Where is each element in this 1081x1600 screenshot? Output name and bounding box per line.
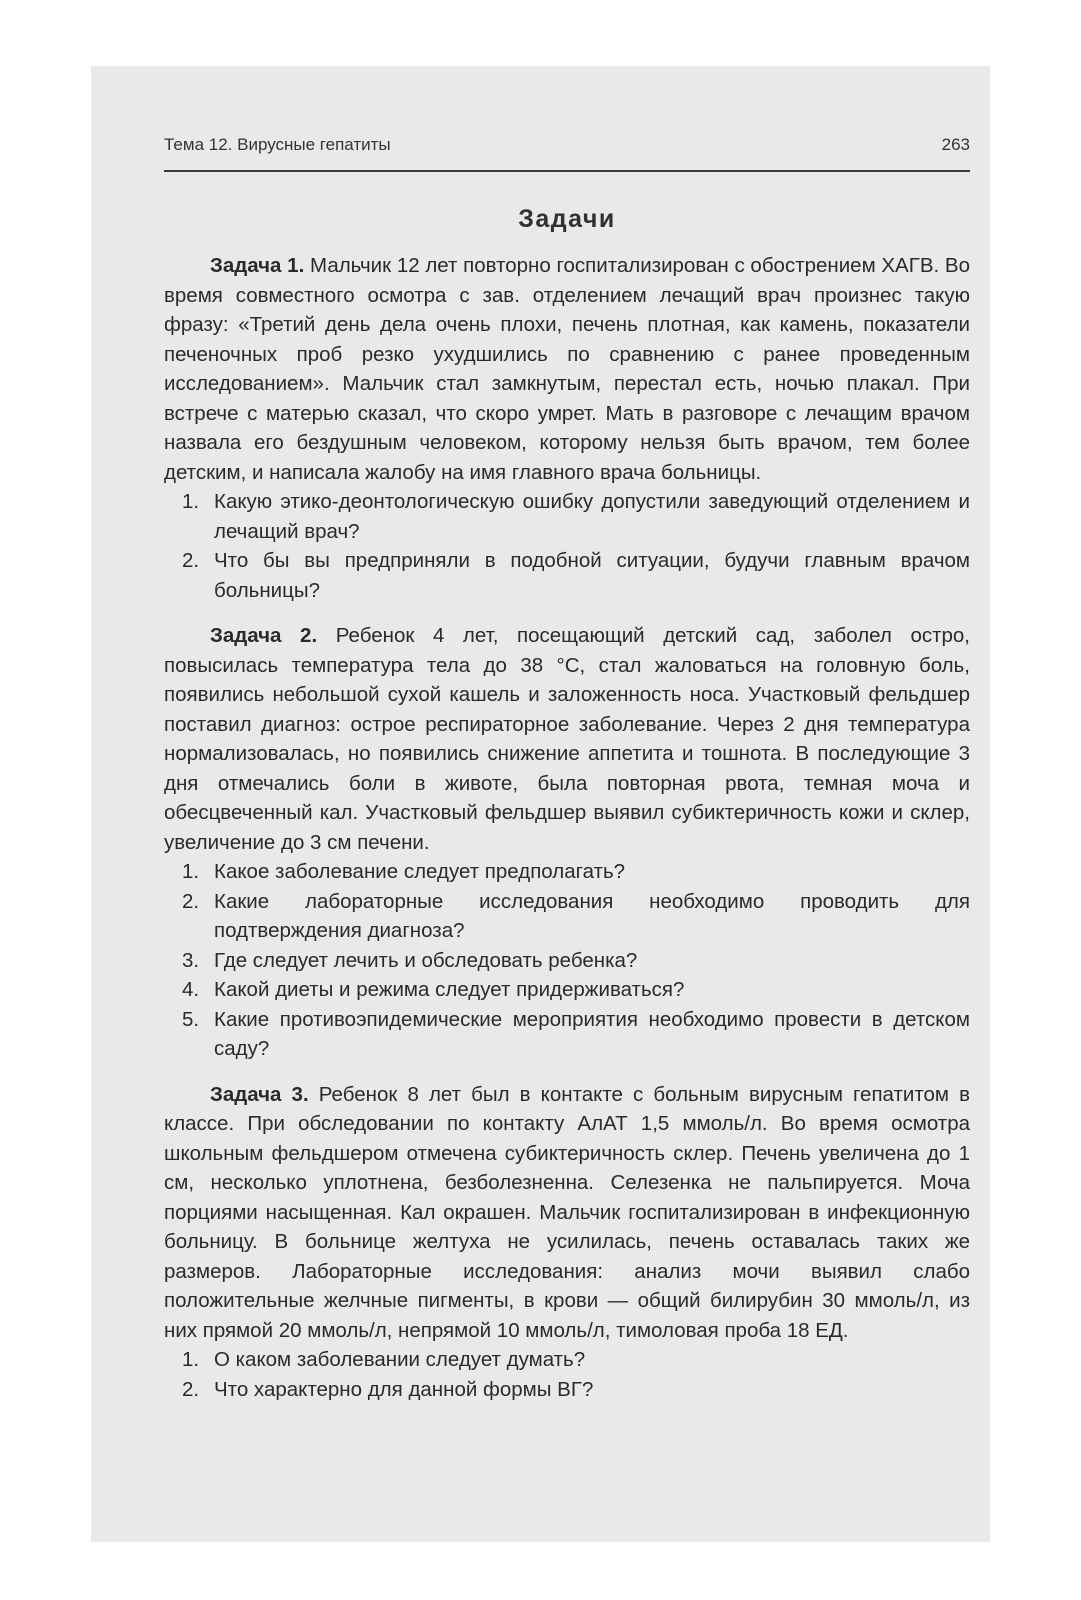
item-number: 1. xyxy=(182,490,200,513)
running-header xyxy=(164,135,970,157)
item-number: 2. xyxy=(182,1377,200,1401)
tasks-body xyxy=(164,251,970,1404)
item-text: Что бы вы предприняли в подобной ситуации, будучи главным врачом больницы? xyxy=(214,549,970,602)
item-number: 5. xyxy=(182,1007,200,1031)
list-item xyxy=(164,1345,970,1375)
header-rule xyxy=(164,170,970,172)
spacer xyxy=(164,605,970,621)
task-paragraph xyxy=(164,1080,970,1346)
task-label: Задача 1. xyxy=(210,254,305,277)
list-item xyxy=(164,546,970,605)
list-item xyxy=(164,857,970,887)
task-text: Мальчик 12 лет повторно госпитализирован с обострением ХАГВ. Во время совместного осмотра с зав. отделением лечащий врач произнес такую фразу: «Третий день дела очень плохи, печень плотная, как камень, показатели печеночных проб резко ухудшились по сравнению с ранее проведенным исследованием». Мальчик стал замкнутым, перестал есть, ночью плакал. При встрече с матерью сказал, что скоро умрет. Мать в разговоре с лечащим врачом назвала его бездушным человеком, которому нельзя быть врачом, тем более детским, и написала жалобу на имя главного врача больницы. xyxy=(164,254,971,484)
item-text: Какую этико-деонтологическую ошибку допустили заведующий отделением и лечащий врач? xyxy=(214,490,970,543)
item-text: Что характерно для данной формы ВГ? xyxy=(214,1377,594,1401)
list-item xyxy=(164,946,970,976)
item-number: 2. xyxy=(182,889,200,913)
list-item xyxy=(164,1005,970,1064)
question-list xyxy=(164,487,970,605)
item-text: Какие лабораторные исследования необходимо проводить для подтверждения диагноза? xyxy=(214,889,970,942)
chapter-title: Тема 12. Вирусные гепатиты xyxy=(164,135,391,154)
list-item xyxy=(164,975,970,1005)
item-text: О каком заболевании следует думать? xyxy=(214,1348,586,1371)
task-label: Задача 2. xyxy=(210,624,318,647)
book-page xyxy=(91,66,990,1542)
task-label: Задача 3. xyxy=(210,1082,309,1106)
page-number: 263 xyxy=(941,135,970,154)
item-text: Где следует лечить и обследовать ребенка? xyxy=(214,948,638,972)
item-number: 3. xyxy=(182,948,200,972)
task-text: Ребенок 4 лет, посещающий детский сад, заболел остро, повысилась температура тела до 38 °С, стал жаловаться на головную боль, появились небольшой сухой кашель и заложенность носа. Участковый фельдшер поставил диагноз: острое респираторное заболевание. Через 2 дня температура нормализовалась, но появились снижение аппетита и тошнота. В последующие 3 дня отмечались боли в животе, была повторная рвота, темная моча и обесцвеченный кал. Участковый фельдшер выявил субиктеричность кожи и склер, увеличение до 3 см печени. xyxy=(164,624,970,854)
question-list xyxy=(164,1345,970,1404)
item-text: Какие противоэпидемические мероприятия необходимо провести в детском саду? xyxy=(214,1007,970,1060)
item-text: Какое заболевание следует предполагать? xyxy=(214,860,626,883)
list-item xyxy=(164,487,970,546)
spacer xyxy=(164,1064,970,1080)
list-item xyxy=(164,887,970,946)
item-number: 1. xyxy=(182,1348,200,1371)
item-number: 2. xyxy=(182,549,200,572)
task-text: Ребенок 8 лет был в контакте с больным вирусным гепатитом в классе. При обследовании по контакту АлАТ 1,5 ммоль/л. Во время осмотра школьным фельдшером отмечена субиктеричность склер. Печень увеличена до 1 см, несколько уплотнена, безболезненна. Селезенка не пальпируется. Моча порциями насыщенная. Кал окрашен. Мальчик госпитализирован в инфекционную больницу. В больнице желтуха не усилилась, печень оставалась таких же размеров. Лабораторные исследования: анализ мочи выявил слабо положительные желчные пигменты, в крови — общий билирубин 30 ммоль/л, из них прямой 20 ммоль/л, непрямой 10 ммоль/л, тимоловая проба 18 ЕД. xyxy=(164,1082,970,1342)
task-paragraph xyxy=(164,621,970,857)
section-heading: Задачи xyxy=(518,205,616,233)
item-number: 1. xyxy=(182,860,200,883)
task-paragraph xyxy=(164,251,970,487)
item-number: 4. xyxy=(182,978,200,1001)
question-list xyxy=(164,857,970,1064)
item-text: Какой диеты и режима следует придерживаться? xyxy=(214,978,685,1001)
list-item xyxy=(164,1375,970,1405)
